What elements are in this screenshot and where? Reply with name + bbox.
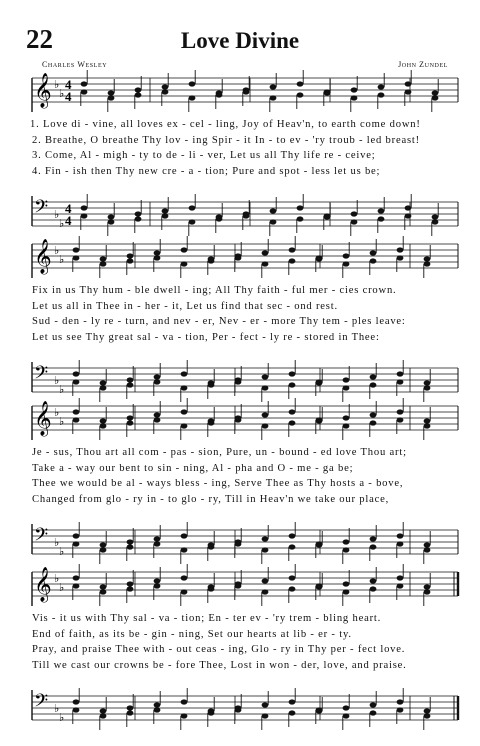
note-head-icon <box>343 539 350 544</box>
treble-staff <box>32 70 458 112</box>
lyric-line <box>30 643 462 657</box>
note-head-icon <box>424 385 431 390</box>
music-system-1 <box>30 72 460 244</box>
note-head-icon <box>432 90 439 95</box>
note-head-icon <box>289 420 296 425</box>
note-head-icon <box>127 539 134 544</box>
lyric-line <box>30 315 462 329</box>
note-head-icon <box>351 87 358 92</box>
note-head-icon <box>316 583 323 588</box>
flat-icon: ♭ <box>54 703 60 715</box>
note-head-icon <box>162 213 169 218</box>
note-head-icon <box>154 536 161 541</box>
note-head-icon <box>378 84 385 89</box>
note-head-icon <box>351 219 358 224</box>
note-head-icon <box>100 418 107 423</box>
note-head-icon <box>127 415 134 420</box>
note-head-icon <box>432 95 439 100</box>
note-head-icon <box>189 81 196 86</box>
treble-clef-icon: 𝄞 <box>34 567 52 602</box>
note-head-icon <box>424 547 431 552</box>
note-head-icon <box>127 710 134 715</box>
lyric-line <box>30 134 462 148</box>
bass-staff <box>32 522 458 564</box>
lyric-line-text: Thee we would be al - ways bless - ing, Serve Thee as Thy hosts a - bove, <box>32 478 404 489</box>
flat-icon: ♭ <box>59 88 65 100</box>
note-head-icon <box>262 374 269 379</box>
note-head-icon <box>351 211 358 216</box>
note-head-icon <box>370 578 377 583</box>
flat-icon: ♭ <box>54 245 60 257</box>
note-head-icon <box>154 583 161 588</box>
note-head-icon <box>370 544 377 549</box>
lyric-line-text: Vis - it us with Thy sal - va - tion; En - ter ev - 'ry trem - bling heart. <box>32 613 382 624</box>
note-head-icon <box>397 247 404 252</box>
note-head-icon <box>181 247 188 252</box>
note-head-icon <box>343 253 350 258</box>
treble-clef-icon: 𝄞 <box>34 401 52 436</box>
flat-icon: ♭ <box>59 712 65 724</box>
note-head-icon <box>100 713 107 718</box>
note-head-icon <box>370 250 377 255</box>
flat-icon: ♭ <box>54 209 60 221</box>
lyric-line-text: Sud - den - ly re - turn, and nev - er, Nev - er - more Thy tem - ples leave: <box>32 316 406 327</box>
note-head-icon <box>297 216 304 221</box>
note-head-icon <box>270 208 277 213</box>
words-credit: Charles Wesley <box>42 60 108 69</box>
note-head-icon <box>154 412 161 417</box>
lyric-line-text: Let us see Thy great sal - va - tion, Per - fect - ly re - stored in Thee: <box>32 331 380 343</box>
note-head-icon <box>343 547 350 552</box>
note-head-icon <box>73 255 80 260</box>
note-head-icon <box>370 382 377 387</box>
note-head-icon <box>208 710 215 715</box>
note-head-icon <box>289 371 296 376</box>
note-head-icon <box>208 586 215 591</box>
note-head-icon <box>216 216 223 221</box>
flat-icon: ♭ <box>59 384 65 396</box>
lyric-line <box>30 628 462 642</box>
note-head-icon <box>262 589 269 594</box>
lyric-line <box>30 477 462 491</box>
note-head-icon <box>343 589 350 594</box>
note-head-icon <box>81 205 88 210</box>
note-head-icon <box>262 713 269 718</box>
lyric-line <box>30 165 462 179</box>
note-head-icon <box>424 584 431 589</box>
lyric-line <box>30 612 462 626</box>
note-head-icon <box>100 256 107 261</box>
note-head-icon <box>378 92 385 97</box>
note-head-icon <box>370 536 377 541</box>
note-head-icon <box>181 533 188 538</box>
note-head-icon <box>378 208 385 213</box>
note-head-icon <box>100 380 107 385</box>
note-head-icon <box>297 92 304 97</box>
lyric-line-text: 4. Fin - ish then Thy new cre - a - tion; Pure and spot - less let us be; <box>32 165 381 177</box>
note-head-icon <box>324 89 331 94</box>
note-head-icon <box>162 208 169 213</box>
lyric-line-text: End of faith, as its be - gin - ning, Set our hearts at lib - er - ty. <box>32 628 352 640</box>
note-head-icon <box>181 371 188 376</box>
note-head-icon <box>316 541 323 546</box>
lyric-line <box>30 118 460 132</box>
note-head-icon <box>181 423 188 428</box>
music-system-2 <box>30 238 460 410</box>
note-head-icon <box>181 261 188 266</box>
note-head-icon <box>370 374 377 379</box>
note-head-icon <box>73 707 80 712</box>
note-head-icon <box>405 81 412 86</box>
note-head-icon <box>127 544 134 549</box>
note-head-icon <box>370 420 377 425</box>
time-signature-icon: 4 <box>65 201 72 216</box>
note-head-icon <box>81 81 88 86</box>
bass-staff <box>32 360 458 402</box>
lyric-line-text: 2. Breathe, O breathe Thy lov - ing Spir - it In - to ev - 'ry troub - led breast! <box>32 134 420 146</box>
note-head-icon <box>424 708 431 713</box>
note-head-icon <box>289 586 296 591</box>
note-head-icon <box>127 382 134 387</box>
note-head-icon <box>100 589 107 594</box>
flat-icon: ♭ <box>59 254 65 266</box>
note-head-icon <box>127 420 134 425</box>
lyric-line-text: 1. Love di - vine, all loves ex - cel - ling, Joy of Heav'n, to earth come down! <box>30 119 421 130</box>
note-head-icon <box>397 409 404 414</box>
note-head-icon <box>316 707 323 712</box>
note-head-icon <box>73 699 80 704</box>
note-head-icon <box>343 423 350 428</box>
note-head-icon <box>216 92 223 97</box>
treble-staff <box>32 236 458 278</box>
note-head-icon <box>100 423 107 428</box>
note-head-icon <box>397 583 404 588</box>
note-head-icon <box>343 415 350 420</box>
note-head-icon <box>343 377 350 382</box>
note-head-icon <box>100 542 107 547</box>
note-head-icon <box>343 261 350 266</box>
flat-icon: ♭ <box>54 407 60 419</box>
lyric-line-text: Changed from glo - ry in - to glo - ry, Till in Heav'n we take our place, <box>32 493 390 505</box>
bass-clef-icon: 𝄢 <box>34 691 49 716</box>
note-head-icon <box>208 258 215 263</box>
note-head-icon <box>370 586 377 591</box>
treble-staff <box>32 398 458 440</box>
note-head-icon <box>343 705 350 710</box>
note-head-icon <box>324 213 331 218</box>
note-head-icon <box>405 213 412 218</box>
note-head-icon <box>316 255 323 260</box>
lyric-line-text: Till we cast our crowns be - fore Thee, Lost in won - der, love, and praise. <box>32 659 407 671</box>
note-head-icon <box>289 258 296 263</box>
note-head-icon <box>154 379 161 384</box>
note-head-icon <box>100 385 107 390</box>
flat-icon: ♭ <box>59 416 65 428</box>
note-head-icon <box>289 575 296 580</box>
note-head-icon <box>397 541 404 546</box>
flat-icon: ♭ <box>54 375 60 387</box>
note-head-icon <box>262 536 269 541</box>
note-head-icon <box>432 214 439 219</box>
note-head-icon <box>81 213 88 218</box>
note-head-icon <box>235 707 242 712</box>
note-head-icon <box>73 409 80 414</box>
note-head-icon <box>397 699 404 704</box>
note-head-icon <box>289 544 296 549</box>
note-head-icon <box>405 89 412 94</box>
note-head-icon <box>370 702 377 707</box>
lyric-line <box>30 659 462 673</box>
note-head-icon <box>316 379 323 384</box>
note-head-icon <box>81 89 88 94</box>
note-head-icon <box>135 211 142 216</box>
note-head-icon <box>73 371 80 376</box>
note-head-icon <box>154 578 161 583</box>
note-head-icon <box>127 586 134 591</box>
bass-clef-icon: 𝄢 <box>34 363 49 388</box>
note-head-icon <box>162 84 169 89</box>
time-signature-icon: 4 <box>65 77 72 92</box>
note-head-icon <box>181 385 188 390</box>
lyric-line-text: Let us all in Thee in - her - it, Let us find that sec - ond rest. <box>32 300 338 312</box>
note-head-icon <box>127 253 134 258</box>
note-head-icon <box>405 205 412 210</box>
note-head-icon <box>100 261 107 266</box>
note-head-icon <box>208 382 215 387</box>
note-head-icon <box>208 544 215 549</box>
lyric-line-text: 3. Come, Al - migh - ty to de - li - ver, Let us all Thy life re - ceive; <box>32 150 376 161</box>
note-head-icon <box>343 581 350 586</box>
music-credit: John Zundel <box>398 60 448 69</box>
lyric-line-text: Fix in us Thy hum - ble dwell - ing; All Thy faith - ful mer - cies crown. <box>32 285 397 296</box>
note-head-icon <box>316 417 323 422</box>
note-head-icon <box>73 541 80 546</box>
note-head-icon <box>378 216 385 221</box>
note-head-icon <box>370 412 377 417</box>
note-head-icon <box>108 95 115 100</box>
note-head-icon <box>127 581 134 586</box>
note-head-icon <box>235 541 242 546</box>
note-head-icon <box>235 379 242 384</box>
note-head-icon <box>424 713 431 718</box>
note-head-icon <box>135 216 142 221</box>
lyric-line-text: Take a - way our bent to sin - ning, Al - pha and O - me - ga be; <box>32 462 354 474</box>
note-head-icon <box>370 258 377 263</box>
note-head-icon <box>181 699 188 704</box>
time-signature-icon: 4 <box>65 89 72 104</box>
note-head-icon <box>135 92 142 97</box>
note-head-icon <box>262 702 269 707</box>
note-head-icon <box>243 213 250 218</box>
bass-clef-icon: 𝄢 <box>34 197 49 222</box>
note-head-icon <box>262 261 269 266</box>
lyric-line <box>30 331 462 345</box>
lyric-line <box>30 462 462 476</box>
note-head-icon <box>270 219 277 224</box>
note-head-icon <box>270 95 277 100</box>
flat-icon: ♭ <box>54 537 60 549</box>
note-head-icon <box>343 385 350 390</box>
note-head-icon <box>73 379 80 384</box>
note-head-icon <box>154 707 161 712</box>
note-head-icon <box>397 255 404 260</box>
note-head-icon <box>262 423 269 428</box>
note-head-icon <box>189 95 196 100</box>
treble-clef-icon: 𝄞 <box>34 73 52 108</box>
note-head-icon <box>397 417 404 422</box>
bass-clef-icon: 𝄢 <box>34 525 49 550</box>
note-head-icon <box>289 409 296 414</box>
note-head-icon <box>73 417 80 422</box>
note-head-icon <box>289 699 296 704</box>
note-head-icon <box>432 219 439 224</box>
note-head-icon <box>297 205 304 210</box>
note-head-icon <box>397 371 404 376</box>
note-head-icon <box>108 214 115 219</box>
music-system-3 <box>30 400 460 572</box>
note-head-icon <box>73 583 80 588</box>
note-head-icon <box>127 705 134 710</box>
treble-staff <box>32 564 458 606</box>
lyric-line <box>30 149 462 163</box>
note-head-icon <box>73 247 80 252</box>
note-head-icon <box>270 84 277 89</box>
note-head-icon <box>424 542 431 547</box>
note-head-icon <box>262 412 269 417</box>
flat-icon: ♭ <box>54 79 60 91</box>
note-head-icon <box>297 81 304 86</box>
note-head-icon <box>397 533 404 538</box>
bass-staff <box>32 194 458 236</box>
note-head-icon <box>154 374 161 379</box>
note-head-icon <box>289 533 296 538</box>
note-head-icon <box>181 409 188 414</box>
note-head-icon <box>424 418 431 423</box>
note-head-icon <box>397 707 404 712</box>
note-head-icon <box>424 380 431 385</box>
note-head-icon <box>181 589 188 594</box>
lyric-line <box>30 446 462 460</box>
note-head-icon <box>181 547 188 552</box>
note-head-icon <box>289 247 296 252</box>
note-head-icon <box>397 575 404 580</box>
music-system-4 <box>30 566 460 738</box>
note-head-icon <box>154 250 161 255</box>
note-head-icon <box>343 713 350 718</box>
treble-clef-icon: 𝄞 <box>34 239 52 274</box>
note-head-icon <box>73 575 80 580</box>
note-head-icon <box>243 89 250 94</box>
note-head-icon <box>262 250 269 255</box>
note-head-icon <box>424 423 431 428</box>
note-head-icon <box>289 382 296 387</box>
note-head-icon <box>100 708 107 713</box>
flat-icon: ♭ <box>59 218 65 230</box>
note-head-icon <box>154 417 161 422</box>
note-head-icon <box>154 541 161 546</box>
note-head-icon <box>189 219 196 224</box>
note-head-icon <box>424 261 431 266</box>
hymn-number: 22 <box>26 24 53 54</box>
note-head-icon <box>181 575 188 580</box>
note-head-icon <box>397 379 404 384</box>
note-head-icon <box>181 713 188 718</box>
note-head-icon <box>162 89 169 94</box>
hymn-title: Love Divine <box>180 28 300 53</box>
note-head-icon <box>108 219 115 224</box>
note-head-icon <box>127 377 134 382</box>
flat-icon: ♭ <box>54 573 60 585</box>
note-head-icon <box>154 702 161 707</box>
note-head-icon <box>154 255 161 260</box>
flat-icon: ♭ <box>59 582 65 594</box>
note-head-icon <box>235 255 242 260</box>
note-head-icon <box>289 710 296 715</box>
note-head-icon <box>262 578 269 583</box>
note-head-icon <box>100 547 107 552</box>
note-head-icon <box>73 533 80 538</box>
bass-staff <box>32 688 458 730</box>
lyric-line-text: Pray, and praise Thee with - out ceas - ing, Glo - ry in Thy per - fect love. <box>32 644 406 655</box>
lyric-line <box>30 284 462 298</box>
note-head-icon <box>262 385 269 390</box>
note-head-icon <box>262 547 269 552</box>
note-head-icon <box>235 417 242 422</box>
note-head-icon <box>100 584 107 589</box>
note-head-icon <box>351 95 358 100</box>
note-head-icon <box>189 205 196 210</box>
note-head-icon <box>424 589 431 594</box>
lyric-line <box>30 300 462 314</box>
flat-icon: ♭ <box>59 546 65 558</box>
note-head-icon <box>370 710 377 715</box>
note-head-icon <box>235 583 242 588</box>
lyric-line <box>30 493 462 507</box>
time-signature-icon: 4 <box>65 213 72 228</box>
lyric-line-text: Je - sus, Thou art all com - pas - sion, Pure, un - bound - ed love Thou art; <box>32 447 407 458</box>
note-head-icon <box>135 87 142 92</box>
note-head-icon <box>424 256 431 261</box>
note-head-icon <box>127 258 134 263</box>
note-head-icon <box>108 90 115 95</box>
note-head-icon <box>208 420 215 425</box>
